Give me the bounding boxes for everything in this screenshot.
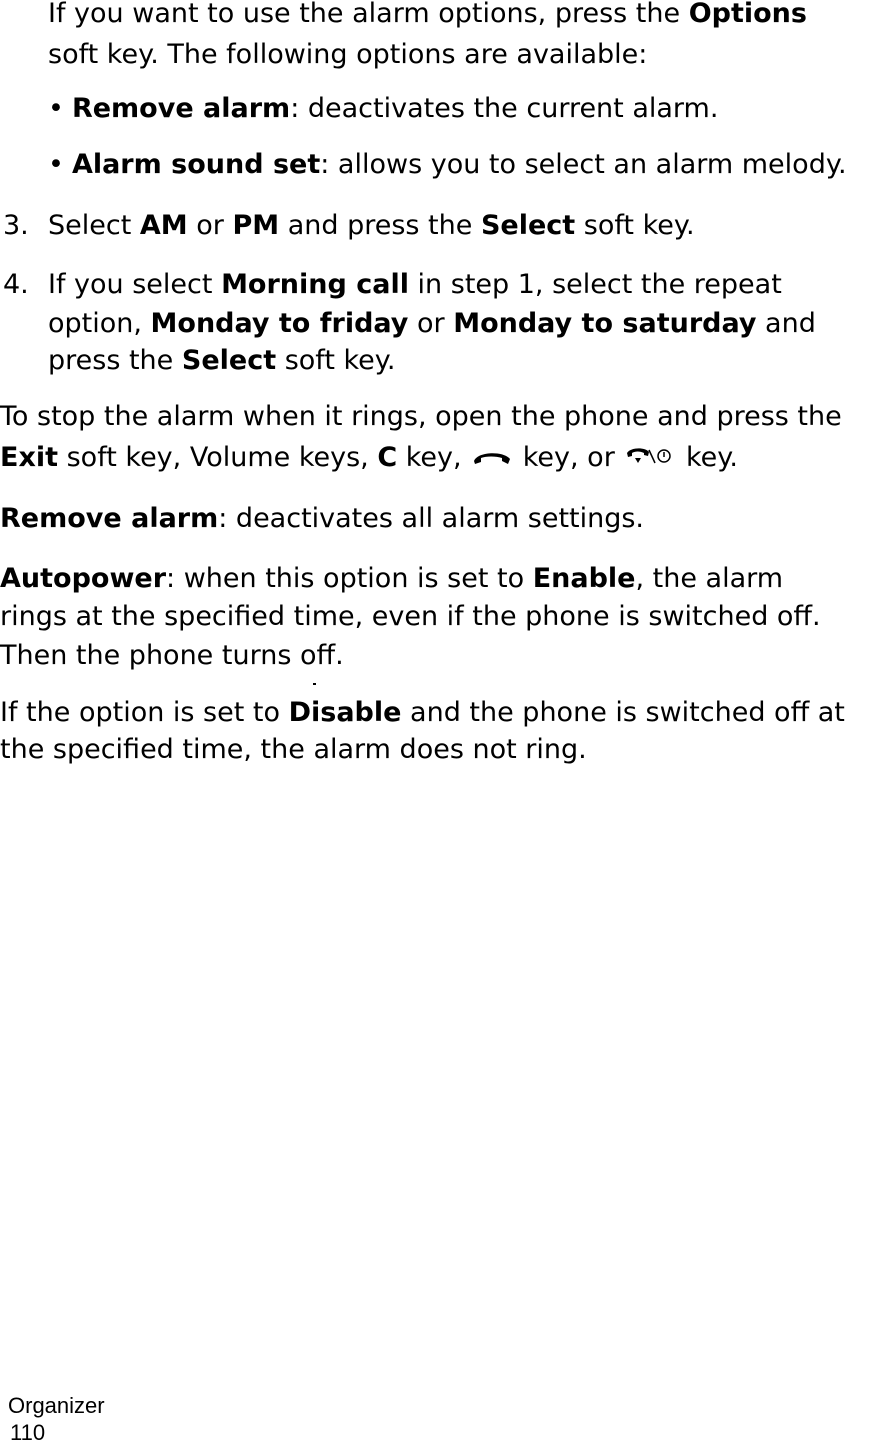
options-intro-line-2 <box>48 38 647 72</box>
text: or <box>187 210 233 241</box>
options-key-label: Options <box>688 0 807 29</box>
end-power-key-icon <box>625 442 675 476</box>
text: Select <box>48 210 140 241</box>
text: option, <box>48 308 151 339</box>
stray-mark <box>313 683 316 685</box>
text: and press the <box>279 210 481 241</box>
text: the specified time, the alarm does not ring. <box>0 734 587 765</box>
text: soft key, Volume keys, <box>58 442 378 473</box>
text: key. <box>677 442 738 473</box>
text: : deactivates all alarm settings. <box>218 503 645 534</box>
enable-label: Enable <box>532 563 636 594</box>
text: If the option is set to <box>0 697 289 728</box>
autopower-line-2 <box>0 600 821 634</box>
step-4-line-2 <box>48 307 816 341</box>
text: and <box>756 308 816 339</box>
text: press the <box>48 345 182 376</box>
disable-note-line-2 <box>0 733 587 767</box>
text: If you select <box>48 269 222 300</box>
option-desc: : deactivates the current alarm. <box>290 93 719 124</box>
text: key, <box>397 442 471 473</box>
autopower-term: Autopower <box>0 563 167 594</box>
step-text <box>48 268 782 302</box>
text: To stop the alarm when it rings, open the phone and press the <box>0 401 842 432</box>
stop-alarm-line-2 <box>0 441 738 476</box>
section-name: Organizer <box>8 1393 105 1418</box>
monday-to-friday-label: Monday to friday <box>150 308 409 339</box>
text: soft key. <box>575 210 695 241</box>
remove-alarm-paragraph <box>0 502 644 536</box>
text: and the phone is switched off at <box>401 697 845 728</box>
step-number: 3. <box>3 210 29 241</box>
monday-to-saturday-label: Monday to saturday <box>453 308 757 339</box>
step-number: 4. <box>3 269 29 300</box>
option-term: Remove alarm <box>71 93 291 124</box>
remove-alarm-term: Remove alarm <box>0 503 219 534</box>
text: If you want to use the alarm options, press the <box>48 0 689 29</box>
phone-handset-icon <box>472 442 512 476</box>
stop-alarm-line-1 <box>0 400 842 434</box>
text: in step 1, select the repeat <box>408 269 782 300</box>
disable-note-line-1 <box>0 696 845 730</box>
autopower-line-3 <box>0 639 344 673</box>
text: rings at the specified time, even if the phone is switched off. <box>0 601 821 632</box>
autopower-line-1 <box>0 562 783 596</box>
text: or <box>408 308 454 339</box>
step-text <box>48 209 695 243</box>
text: , the alarm <box>635 563 784 594</box>
text: soft key. <box>276 345 396 376</box>
option-term: Alarm sound set <box>71 149 321 180</box>
bullet: • <box>48 149 64 180</box>
select-key-label: Select <box>181 345 277 376</box>
list-item <box>48 148 847 182</box>
options-intro-line-1 <box>48 0 807 31</box>
text: key, or <box>514 442 624 473</box>
exit-key-label: Exit <box>0 442 59 473</box>
option-desc: : allows you to select an alarm melody. <box>320 149 847 180</box>
text: Then the phone turns off. <box>0 640 344 671</box>
am-label: AM <box>139 210 188 241</box>
bullet: • <box>48 93 64 124</box>
page-number: 110 <box>10 1420 46 1445</box>
text: soft key. The following options are available: <box>48 39 648 70</box>
pm-label: PM <box>232 210 280 241</box>
morning-call-label: Morning call <box>221 269 409 300</box>
list-item <box>48 92 718 126</box>
step-4-line-3 <box>48 344 396 378</box>
select-key-label: Select <box>480 210 576 241</box>
disable-label: Disable <box>288 697 402 728</box>
text: : when this option is set to <box>166 563 533 594</box>
c-key-label: C <box>377 442 398 473</box>
